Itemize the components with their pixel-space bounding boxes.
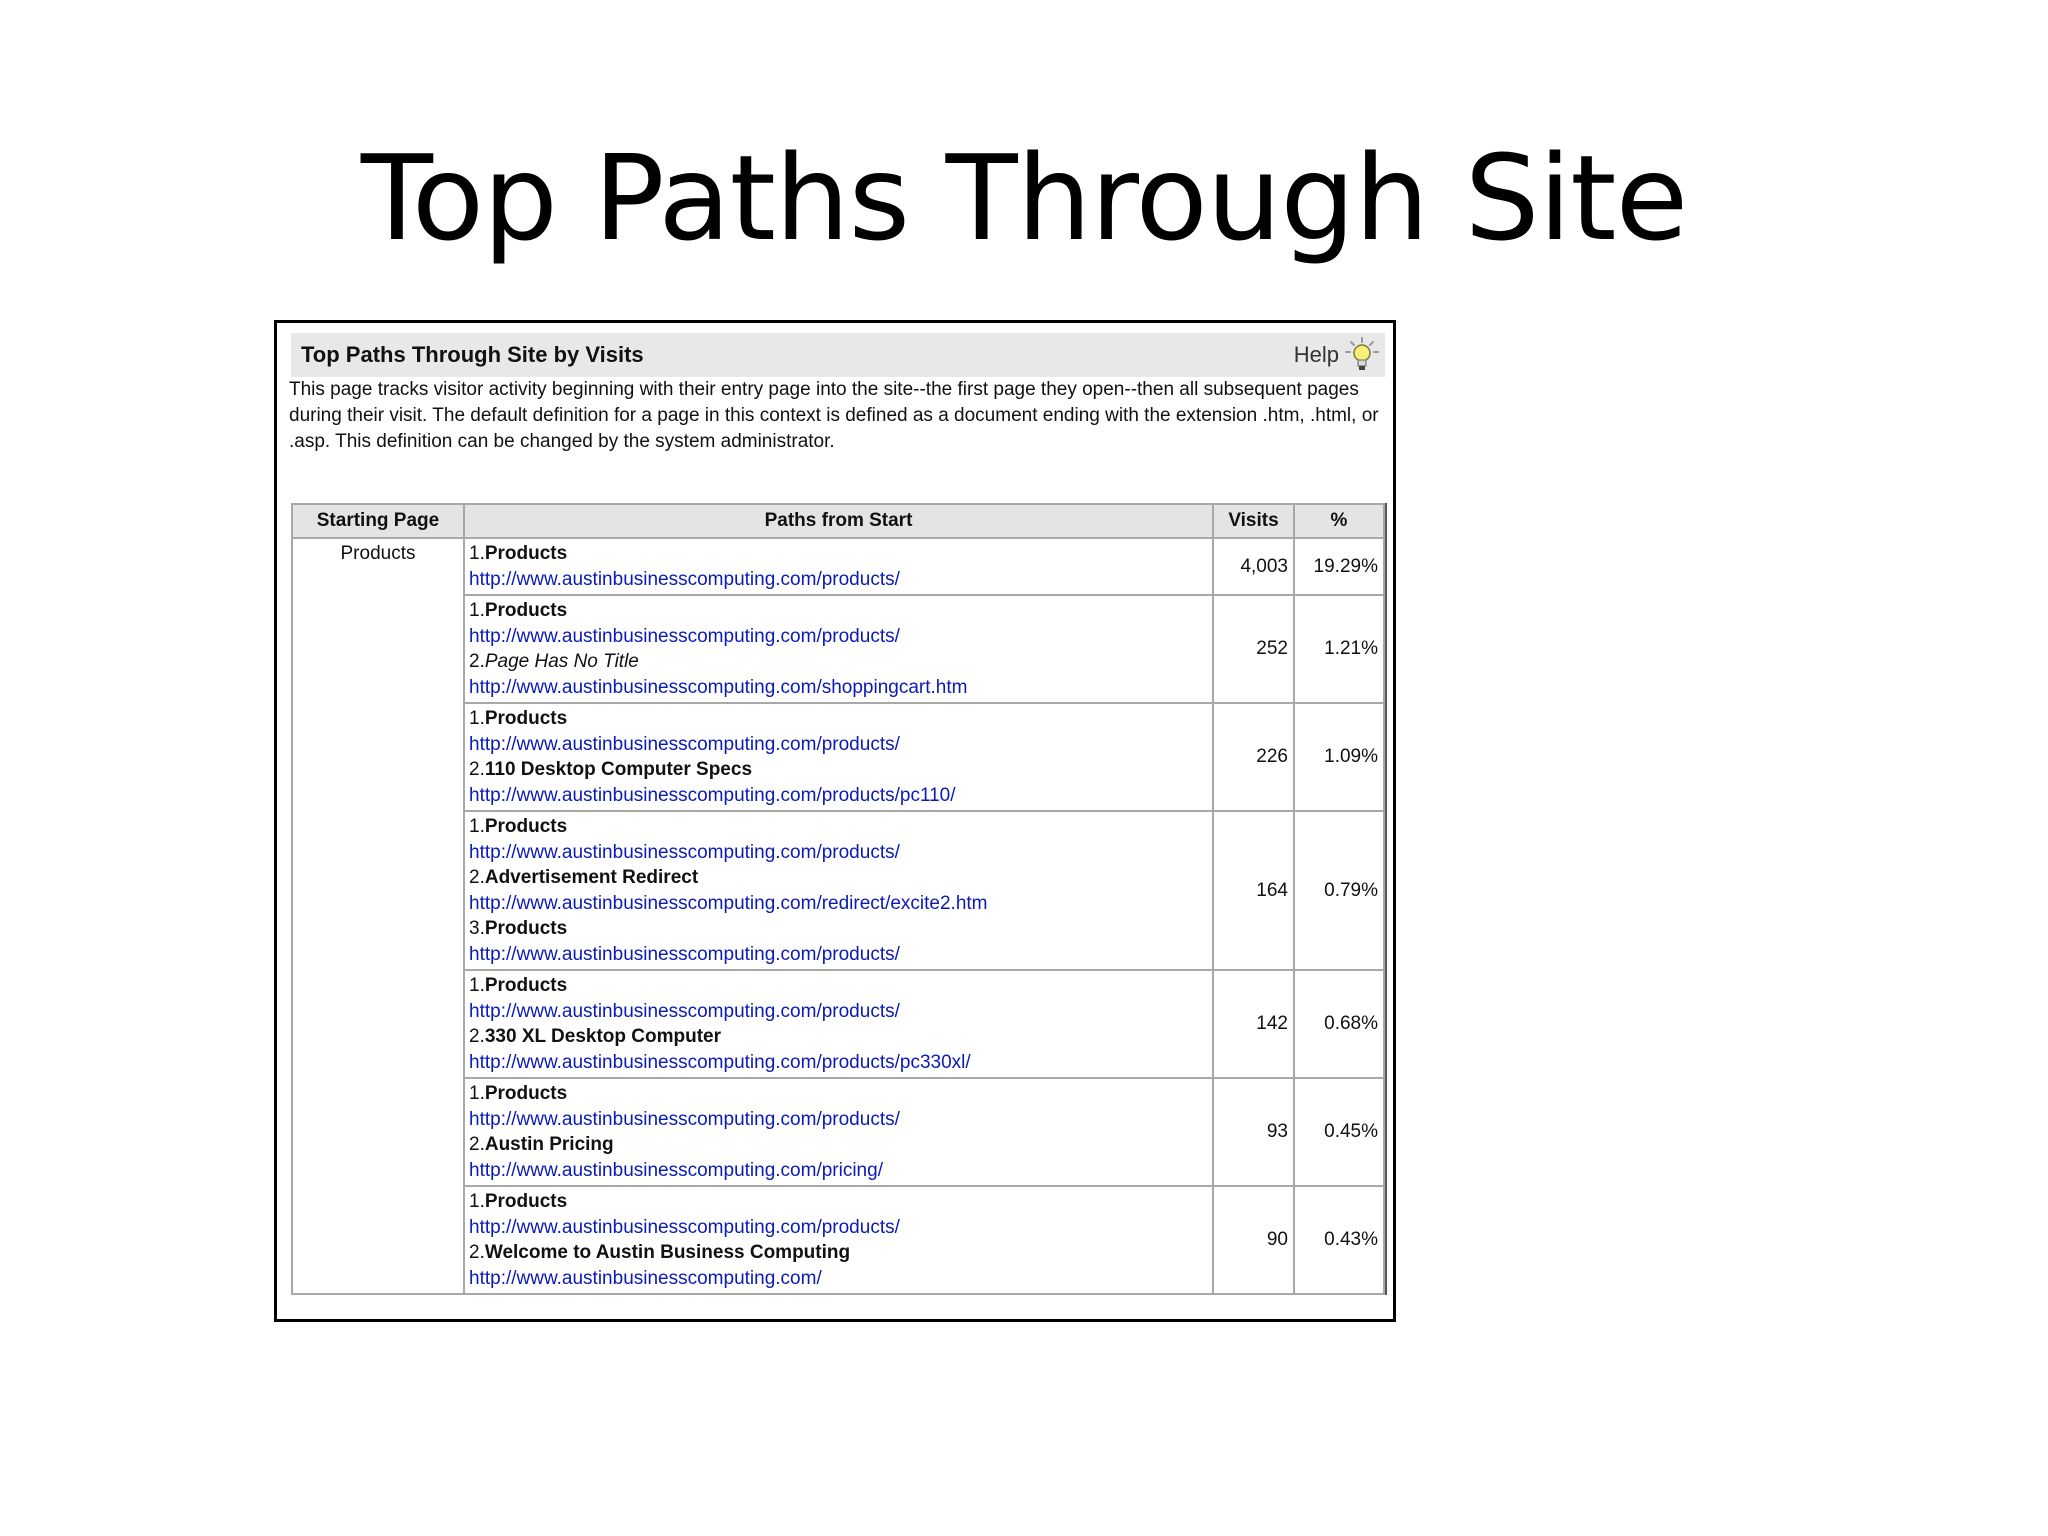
visits-cell: 164 xyxy=(1213,811,1294,970)
column-header-percent: % xyxy=(1294,504,1384,538)
column-header-paths: Paths from Start xyxy=(464,504,1213,538)
path-cell xyxy=(464,970,1213,1078)
step-url-link[interactable]: http://www.austinbusinesscomputing.com/pricing/ xyxy=(469,1159,883,1181)
step-number: 1. xyxy=(469,975,485,996)
step-number: 1. xyxy=(469,816,485,837)
step-page-title: Products xyxy=(484,1083,568,1104)
path-step xyxy=(469,1132,1208,1158)
visits-cell: 90 xyxy=(1213,1186,1294,1294)
visits-cell: 93 xyxy=(1213,1078,1294,1186)
column-header-visits: Visits xyxy=(1213,504,1294,538)
step-number: 1. xyxy=(469,1191,485,1212)
step-url-link[interactable]: http://www.austinbusinesscomputing.com/products/ xyxy=(469,1216,900,1238)
path-step xyxy=(469,706,1208,732)
report-panel xyxy=(274,320,1396,1322)
table-header-row xyxy=(292,504,1384,538)
path-step xyxy=(469,1189,1208,1215)
step-page-title: 110 Desktop Computer Specs xyxy=(484,759,753,780)
step-page-title: 330 XL Desktop Computer xyxy=(484,1026,722,1047)
path-step xyxy=(469,814,1208,840)
step-url-link[interactable]: http://www.austinbusinesscomputing.com/products/ xyxy=(469,625,900,647)
paths-table-wrapper xyxy=(291,503,1387,1295)
step-page-title: Austin Pricing xyxy=(484,1134,614,1155)
step-url-link[interactable]: http://www.austinbusinesscomputing.com/products/ xyxy=(469,733,900,755)
path-step xyxy=(469,1081,1208,1107)
path-step xyxy=(469,757,1208,783)
step-url-link[interactable]: http://www.austinbusinesscomputing.com/shoppingcart.htm xyxy=(469,676,968,698)
path-step xyxy=(469,973,1208,999)
path-step xyxy=(469,865,1208,891)
visits-cell: 4,003 xyxy=(1213,538,1294,595)
step-url-link[interactable]: http://www.austinbusinesscomputing.com/products/pc110/ xyxy=(469,784,956,806)
paths-table-body xyxy=(292,538,1384,1294)
column-header-starting-page: Starting Page xyxy=(292,504,464,538)
step-url-link[interactable]: http://www.austinbusinesscomputing.com/products/ xyxy=(469,1108,900,1130)
report-title: Top Paths Through Site by Visits xyxy=(301,342,644,367)
report-description: This page tracks visitor activity beginning with their entry page into the site--the first page they open--then all subsequent pages during their visit. The default definition for a page in this context is defined as a document ending with the extension .htm, .html, or .asp. This definition can be changed by the system administrator. xyxy=(289,379,1379,452)
step-url-link[interactable]: http://www.austinbusinesscomputing.com/products/ xyxy=(469,943,900,965)
step-number: 2. xyxy=(469,759,485,780)
path-step xyxy=(469,541,1208,567)
percent-cell: 0.43% xyxy=(1294,1186,1384,1294)
percent-cell: 0.68% xyxy=(1294,970,1384,1078)
step-page-title: Products xyxy=(484,543,568,564)
visits-cell: 252 xyxy=(1213,595,1294,703)
visits-cell: 226 xyxy=(1213,703,1294,811)
step-page-title: Products xyxy=(484,816,568,837)
step-number: 2. xyxy=(469,867,485,888)
lightbulb-icon xyxy=(1345,337,1379,373)
step-page-title: Page Has No Title xyxy=(484,651,639,672)
table-row xyxy=(292,538,1384,595)
step-number: 2. xyxy=(469,1026,485,1047)
step-number: 1. xyxy=(469,1083,485,1104)
step-number: 2. xyxy=(469,1134,485,1155)
step-number: 1. xyxy=(469,543,485,564)
step-page-title: Advertisement Redirect xyxy=(484,867,699,888)
slide-title: Top Paths Through Site xyxy=(360,129,1688,267)
percent-cell: 19.29% xyxy=(1294,538,1384,595)
help-button[interactable] xyxy=(1294,337,1379,373)
step-page-title: Products xyxy=(484,975,568,996)
path-cell xyxy=(464,1186,1213,1294)
path-cell xyxy=(464,811,1213,970)
path-step xyxy=(469,1024,1208,1050)
path-cell xyxy=(464,538,1213,595)
help-label: Help xyxy=(1293,342,1339,367)
step-page-title: Welcome to Austin Business Computing xyxy=(484,1242,851,1263)
path-cell xyxy=(464,595,1213,703)
step-url-link[interactable]: http://www.austinbusinesscomputing.com/products/ xyxy=(469,841,900,863)
paths-table xyxy=(291,503,1385,1295)
path-cell xyxy=(464,1078,1213,1186)
percent-cell: 1.09% xyxy=(1294,703,1384,811)
step-number: 1. xyxy=(469,600,485,621)
step-url-link[interactable]: http://www.austinbusinesscomputing.com/products/pc330xl/ xyxy=(469,1051,971,1073)
step-number: 1. xyxy=(469,708,485,729)
report-header xyxy=(291,333,1385,377)
path-step xyxy=(469,598,1208,624)
percent-cell: 1.21% xyxy=(1294,595,1384,703)
path-step xyxy=(469,649,1208,675)
step-number: 3. xyxy=(469,918,485,939)
path-step xyxy=(469,916,1208,942)
step-number: 2. xyxy=(469,651,485,672)
percent-cell: 0.79% xyxy=(1294,811,1384,970)
starting-page-cell: Products xyxy=(292,538,464,1294)
step-page-title: Products xyxy=(484,1191,568,1212)
percent-cell: 0.45% xyxy=(1294,1078,1384,1186)
step-url-link[interactable]: http://www.austinbusinesscomputing.com/products/ xyxy=(469,1000,900,1022)
step-url-link[interactable]: http://www.austinbusinesscomputing.com/ xyxy=(469,1267,822,1289)
path-step xyxy=(469,1240,1208,1266)
path-cell xyxy=(464,703,1213,811)
step-page-title: Products xyxy=(484,600,568,621)
visits-cell: 142 xyxy=(1213,970,1294,1078)
step-page-title: Products xyxy=(484,708,568,729)
step-url-link[interactable]: http://www.austinbusinesscomputing.com/redirect/excite2.htm xyxy=(469,892,988,914)
step-number: 2. xyxy=(469,1242,485,1263)
step-url-link[interactable]: http://www.austinbusinesscomputing.com/products/ xyxy=(469,568,900,590)
step-page-title: Products xyxy=(484,918,568,939)
